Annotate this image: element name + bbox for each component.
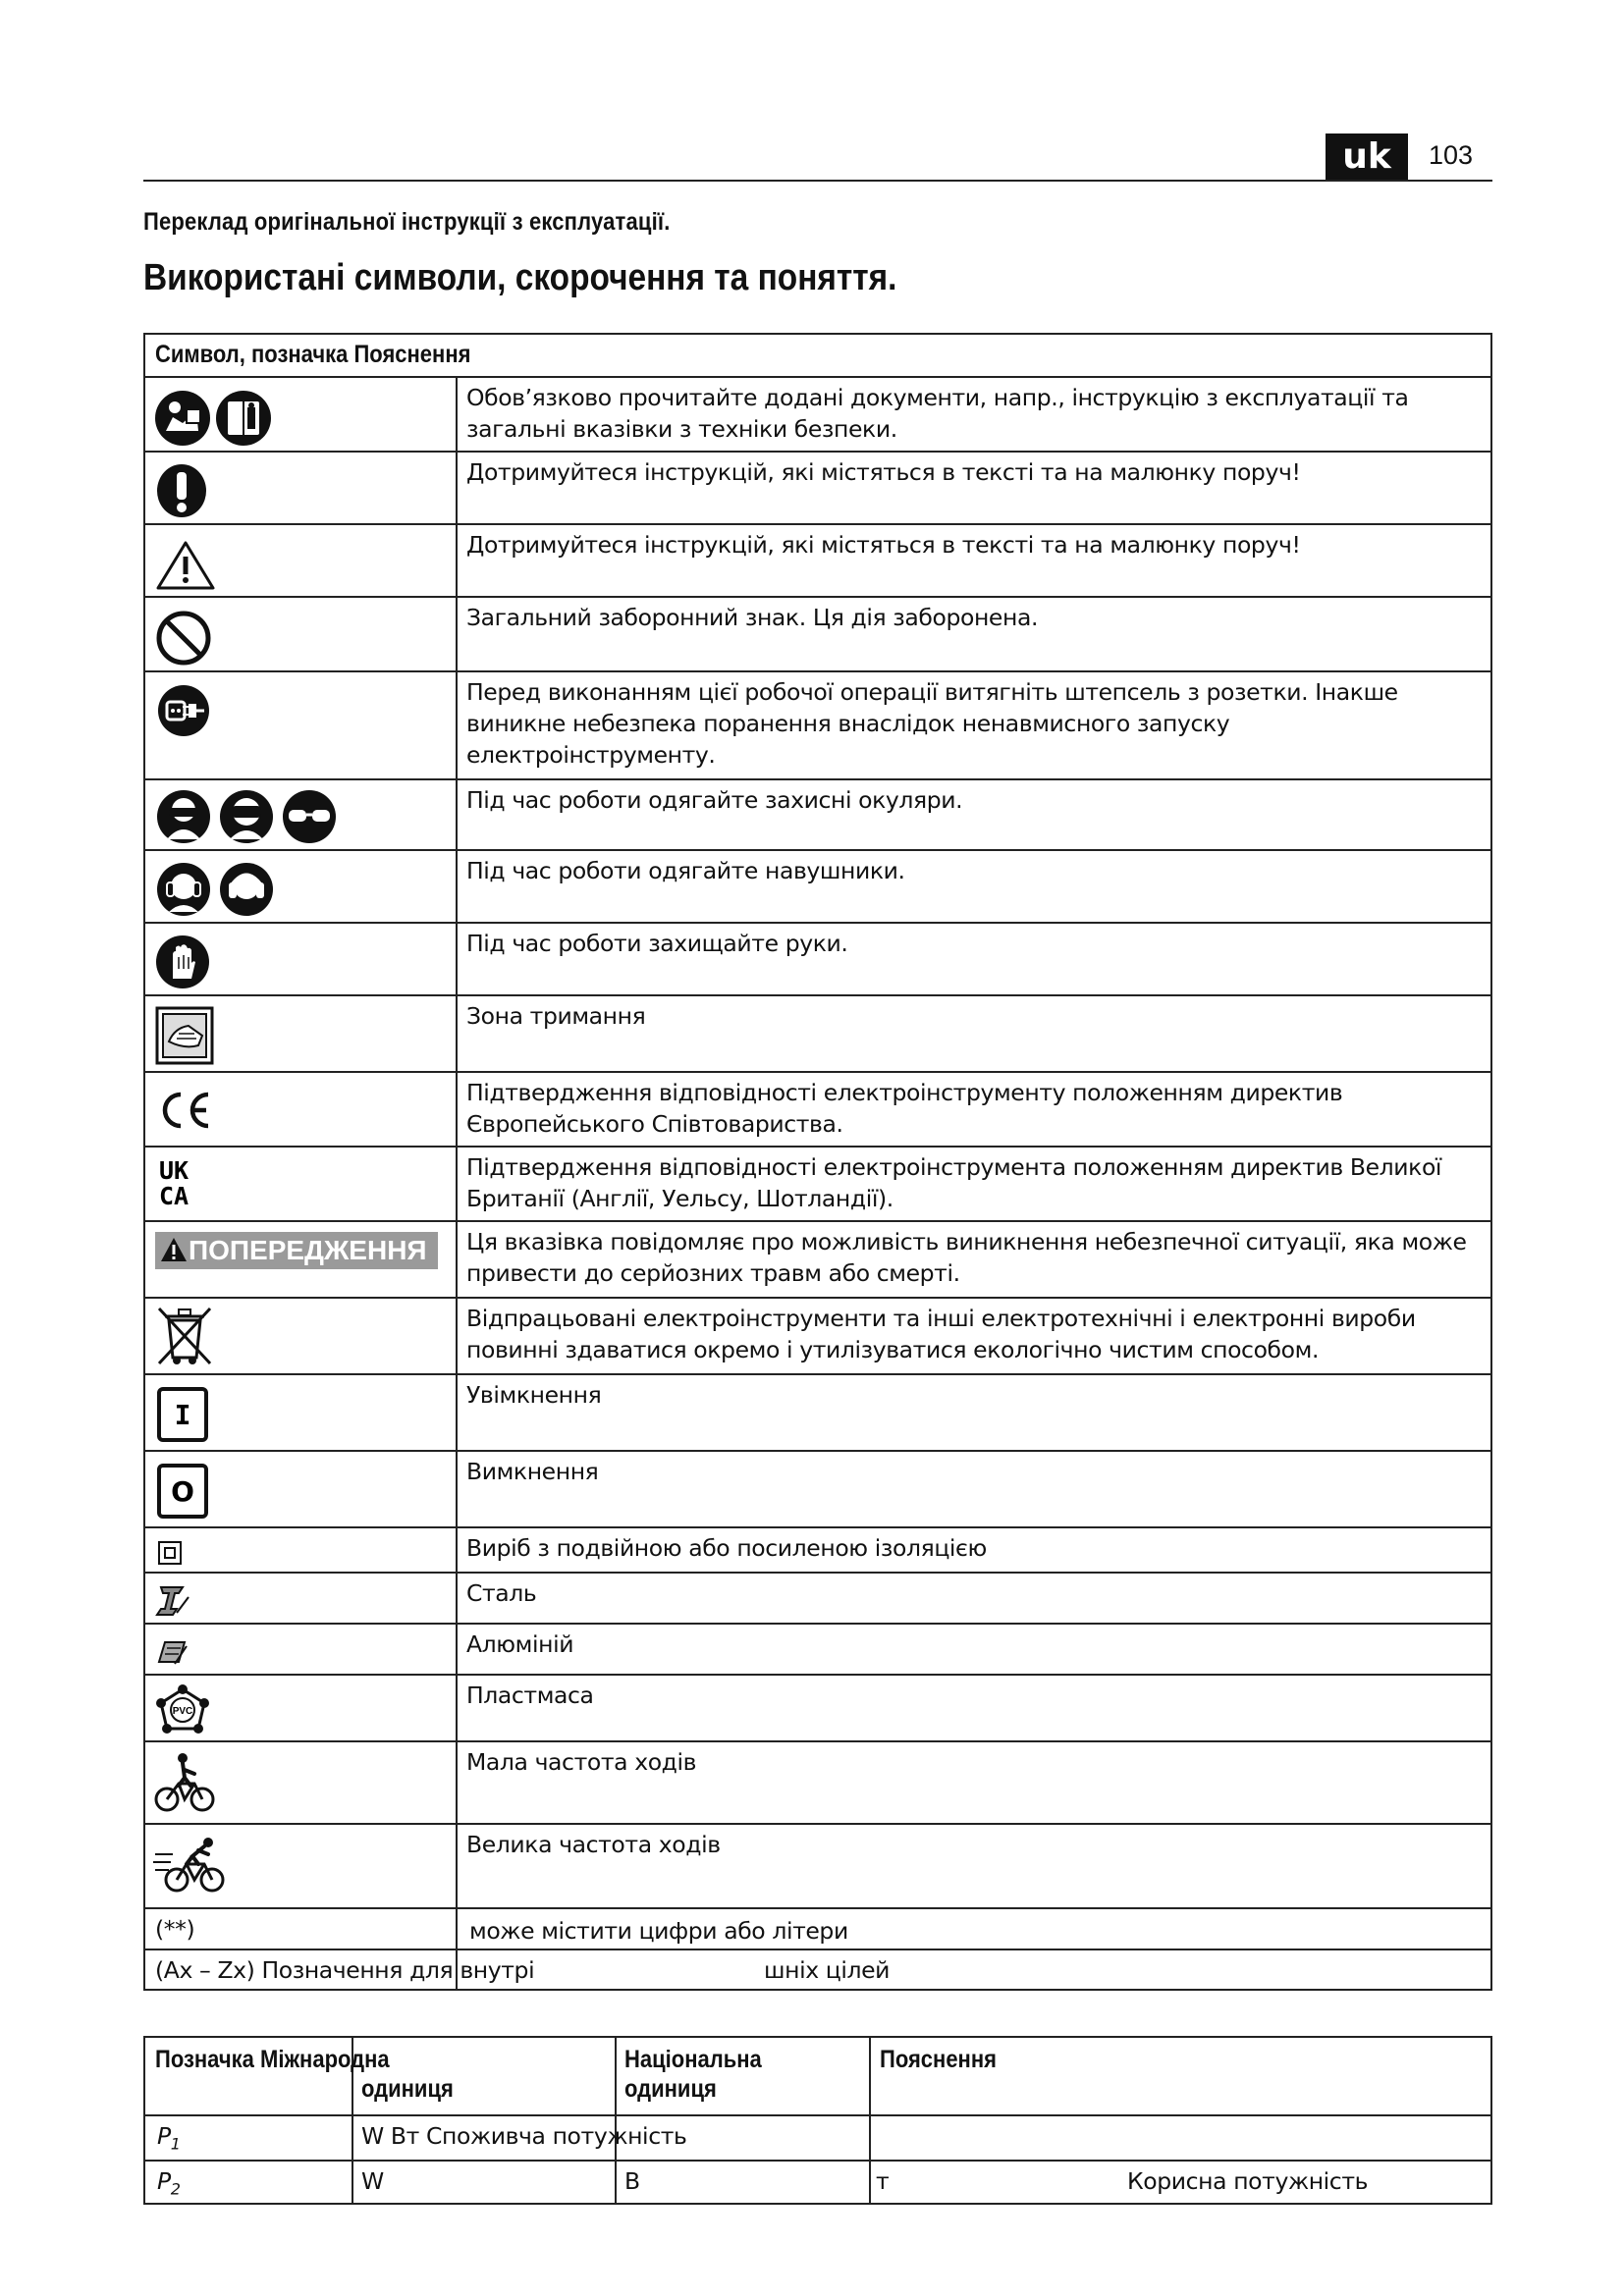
ear-protection-icon (155, 861, 275, 922)
row-explanation: Дотримуйтеся інструкцій, які містяться в тексті та на малюнку поруч! (466, 531, 1301, 559)
unplug-icon (155, 682, 212, 743)
table-row (145, 1073, 1490, 1148)
row-explanation: Ця вказівка повідомляє про можливість виникнення небезпечної ситуації, яка може привести до серйозних травм або смерті. (466, 1228, 1467, 1287)
symbols-table (143, 333, 1492, 1991)
row-explanation: Під час роботи одягайте навушники. (466, 857, 905, 884)
units-table (143, 2036, 1492, 2205)
row-explanation: Вимкнення (466, 1458, 599, 1485)
warning-label-text: ПОПЕРЕДЖЕННЯ (189, 1235, 427, 1265)
table-row (145, 1148, 1490, 1222)
switch-off-icon (157, 1464, 208, 1522)
weee-bin-icon (155, 1305, 214, 1371)
low-stroke-rate-icon (153, 1750, 218, 1821)
row-explanation: Виріб з подвійною або посиленою ізоляцією (466, 1534, 987, 1562)
steel-icon (155, 1583, 190, 1621)
table-row (145, 525, 1490, 598)
table-row (145, 1742, 1490, 1825)
unit-symbol-subscript: 1 (170, 2134, 181, 2154)
header-symbol-international: Позначка Міжнародна (155, 2046, 390, 2073)
row-explanation: може містити цифри або літери (469, 1917, 848, 1945)
row-explanation: Перед виконанням цієї робочої операції витягніть штепсель з розетки. Інакше виникне небезпека поранення внаслідок ненавмисного запуску електроінструменту. (466, 678, 1398, 769)
table-row (145, 1825, 1490, 1909)
table-row (145, 1528, 1490, 1574)
table-row (145, 378, 1490, 453)
row-explanation: Сталь (466, 1579, 537, 1607)
header-rule (143, 180, 1492, 182)
unit-national-fragment: т (876, 2167, 890, 2195)
unit-explanation: Корисна потужність (1127, 2167, 1369, 2195)
row-explanation: Відпрацьовані електроінструменти та інші електротехнічні і електронні вироби повинні здаватися окремо і утилізуватися екологічно чистим способом. (466, 1305, 1416, 1363)
plastic-pvc-icon (153, 1683, 212, 1740)
row-explanation: Увімкнення (466, 1381, 602, 1409)
table-row (145, 1452, 1490, 1528)
row-explanation: шніх цілей (764, 1956, 891, 1984)
unit-symbol-letter: P (157, 2122, 171, 2150)
header-national: Національна (624, 2046, 762, 2073)
table-row (145, 1950, 1490, 1993)
warning-label-icon (155, 1232, 438, 1269)
row-explanation: Дотримуйтеся інструкцій, які містяться в тексті та на малюнку поруч! (466, 458, 1301, 486)
table-header-row (145, 335, 1490, 378)
header-unit-1: одиниця (361, 2075, 454, 2103)
prohibition-icon (155, 610, 212, 670)
page-title: Використані символи, скорочення та поняття. (143, 257, 897, 298)
row-explanation: Під час роботи захищайте руки. (466, 930, 848, 957)
table-row (145, 1909, 1490, 1950)
table-row (145, 924, 1490, 996)
ukca-top-text: UK (159, 1156, 189, 1185)
hand-protection-icon (155, 934, 210, 994)
header-unit-2: одиниця (624, 2075, 717, 2103)
table-row (145, 1375, 1490, 1452)
row-explanation: Пластмаса (466, 1682, 594, 1709)
pvc-label: PVC (172, 1706, 193, 1717)
double-insulation-icon (157, 1540, 183, 1570)
table-row (145, 780, 1490, 851)
high-stroke-rate-icon (153, 1835, 230, 1899)
document-subtitle: Переклад оригінальної інструкції з експлуатації. (143, 208, 671, 236)
aluminium-icon (155, 1636, 189, 1670)
row-explanation: Велика частота ходів (466, 1831, 721, 1858)
row-symbol-text: (**) (155, 1915, 195, 1943)
row-explanation: Підтвердження відповідності електроінструмента положенням директив Великої Британії (Англії, Уельсу, Шотландії). (466, 1153, 1442, 1212)
page-number: 103 (1429, 140, 1474, 170)
table-row (145, 996, 1490, 1073)
table-row (145, 598, 1490, 672)
table-row (145, 1299, 1490, 1375)
ukca-bottom-text: CA (159, 1182, 189, 1210)
switch-on-glyph: I (174, 1399, 191, 1431)
header-symbol-explanation: Символ, позначка Пояснення (155, 341, 471, 368)
table-row (145, 1676, 1490, 1742)
table-row (145, 2116, 1490, 2162)
row-symbol-text: (Ax – Zx) Позначення для внутрі (155, 1956, 535, 1984)
row-explanation: Мала частота ходів (466, 1748, 697, 1776)
grip-zone-icon (155, 1006, 214, 1069)
switch-off-glyph: O (171, 1475, 194, 1508)
unit-symbol-letter: P (157, 2167, 171, 2195)
row-explanation: Загальний заборонний знак. Ця дія заборонена. (466, 604, 1039, 631)
row-explanation: Алюміній (466, 1630, 574, 1658)
unit-symbol (157, 2167, 181, 2199)
table-row (145, 1574, 1490, 1625)
ce-mark-icon (157, 1091, 214, 1134)
row-explanation: Обов’язково прочитайте додані документи, напр., інструкцію з експлуатації та загальні вказівки з техніки безпеки. (466, 384, 1409, 443)
header-explanation: Пояснення (880, 2046, 997, 2073)
unit-symbol (157, 2122, 181, 2154)
table-row (145, 2162, 1490, 2207)
unit-international: W (361, 2167, 384, 2195)
language-badge: uk (1326, 133, 1408, 180)
table-row (145, 672, 1490, 780)
unit-national: В (624, 2167, 640, 2195)
table-row (145, 851, 1490, 924)
table-row (145, 453, 1490, 525)
row-explanation: Зона тримання (466, 1002, 646, 1030)
eye-protection-icon (155, 788, 338, 849)
unit-row-text: W Вт Споживча потужність (361, 2122, 687, 2150)
mandatory-exclamation-icon (155, 462, 208, 523)
row-explanation: Підтвердження відповідності електроінструменту положенням директив Європейського Співтовариства. (466, 1079, 1343, 1138)
read-manual-icon (153, 388, 279, 453)
table-row (145, 1625, 1490, 1676)
switch-on-icon (157, 1387, 208, 1446)
table-row (145, 1222, 1490, 1299)
warning-triangle-icon (155, 539, 216, 596)
row-explanation: Під час роботи одягайте захисні окуляри. (466, 786, 963, 814)
table-header-row (145, 2038, 1490, 2116)
unit-symbol-subscript: 2 (170, 2179, 181, 2199)
ukca-mark-icon (157, 1155, 202, 1214)
